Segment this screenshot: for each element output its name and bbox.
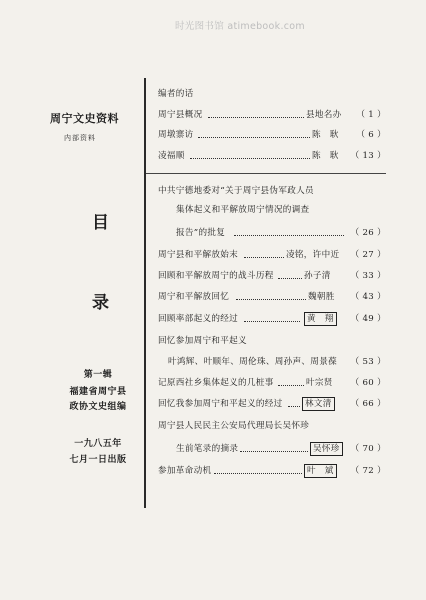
publish-date-day: 七月一日出版 <box>69 455 127 465</box>
toc-author: 魏朝胜 <box>308 292 335 302</box>
editor-label: 政协文史组编 <box>69 402 127 412</box>
toc-entry[interactable] <box>158 396 386 412</box>
toc-title: 参加革命动机 <box>158 466 212 476</box>
toc-authors: 叶鸿辉、叶顺年、周伦珠、周孙声、周景葆 <box>168 357 337 367</box>
toc-author: 县地名办 <box>306 110 342 120</box>
toc-title: 编者的话 <box>158 89 194 99</box>
toc-author: 叶 斌 <box>304 464 337 478</box>
toc-title: 报告”的批复 <box>176 228 226 238</box>
toc-page: （ 43 ） <box>350 292 386 302</box>
toc-page: （ 60 ） <box>350 378 386 388</box>
toc-page: （ 27 ） <box>350 250 386 260</box>
toc-title: 集体起义和平解放周宁情况的调查 <box>176 205 310 215</box>
toc-entry[interactable] <box>158 86 386 102</box>
table-of-contents <box>146 0 386 600</box>
toc-page: （ 1 ） <box>356 110 386 120</box>
toc-author: 陈 耿 <box>312 151 339 161</box>
toc-page: （ 49 ） <box>350 314 386 324</box>
toc-page: （ 66 ） <box>350 399 386 409</box>
toc-title: 回忆参加周宁和平起义 <box>158 336 247 346</box>
toc-entry[interactable] <box>158 375 386 391</box>
toc-entry-continuation[interactable] <box>176 441 386 457</box>
toc-entry[interactable] <box>158 311 386 327</box>
cover-column <box>0 0 144 600</box>
toc-author: 叶宗贤 <box>306 378 333 388</box>
toc-entry[interactable] <box>158 183 386 199</box>
toc-entry-continuation[interactable] <box>176 225 386 241</box>
toc-page: （ 33 ） <box>350 271 386 281</box>
toc-page: （ 26 ） <box>350 228 386 238</box>
series-title: 周宁文史资料 <box>50 112 119 125</box>
publisher-label: 福建省周宁县 <box>69 387 127 397</box>
toc-entry[interactable] <box>158 148 386 164</box>
toc-author: 吴怀珍 <box>310 442 343 456</box>
publish-date-year: 一九八五年 <box>74 439 122 449</box>
issue-label: 第一辑 <box>83 370 113 380</box>
toc-title: 回顾和平解放周宁的战斗历程 <box>158 271 274 281</box>
toc-entry[interactable] <box>158 289 386 305</box>
toc-author: 陈 耿 <box>312 130 339 140</box>
toc-title: 周墩寨访 <box>158 130 194 140</box>
toc-entry[interactable] <box>158 127 386 143</box>
toc-entry[interactable] <box>158 418 386 434</box>
toc-title: 回忆我参加周宁和平起义的经过 <box>158 399 283 409</box>
heading-char-1: 目 <box>92 213 109 233</box>
toc-title: 记原西社乡集体起义的几桩事 <box>158 378 274 388</box>
watermark: 时光图书馆 atimebook.com <box>175 21 305 32</box>
toc-entry[interactable] <box>158 107 386 123</box>
toc-title: 周宁和平解放回忆 <box>158 292 230 302</box>
toc-entry[interactable] <box>158 333 386 349</box>
toc-title: 凌福顺 <box>158 151 185 161</box>
toc-title: 周宁县概况 <box>158 110 203 120</box>
toc-page: （ 70 ） <box>350 444 386 454</box>
toc-entry-continuation <box>168 354 386 370</box>
toc-entry-continuation <box>176 202 386 218</box>
heading-char-2: 录 <box>92 293 109 313</box>
toc-title: 周宁县和平解放始末 <box>158 250 239 260</box>
toc-title: 中共宁德地委对“关于周宁县伪军政人员 <box>158 186 314 196</box>
toc-page: （ 53 ） <box>350 357 386 367</box>
toc-title: 周宁县人民民主公安局代理局长吴怀珍 <box>158 421 310 431</box>
toc-entry[interactable] <box>158 463 386 479</box>
toc-page: （ 6 ） <box>356 130 386 140</box>
toc-author: 凌铭，许中近 <box>286 250 340 260</box>
toc-author: 林文清 <box>302 397 335 411</box>
series-subtitle: 内部资料 <box>64 134 96 142</box>
toc-page: （ 13 ） <box>350 151 386 161</box>
toc-title: 回顾率部起义的经过 <box>158 314 239 324</box>
toc-page: （ 72 ） <box>350 466 386 476</box>
toc-author: 孙子清 <box>304 271 331 281</box>
toc-author: 黄 翔 <box>304 312 337 326</box>
toc-entry[interactable] <box>158 247 386 263</box>
toc-entry[interactable] <box>158 268 386 284</box>
toc-title: 生前笔录的摘录 <box>176 444 239 454</box>
